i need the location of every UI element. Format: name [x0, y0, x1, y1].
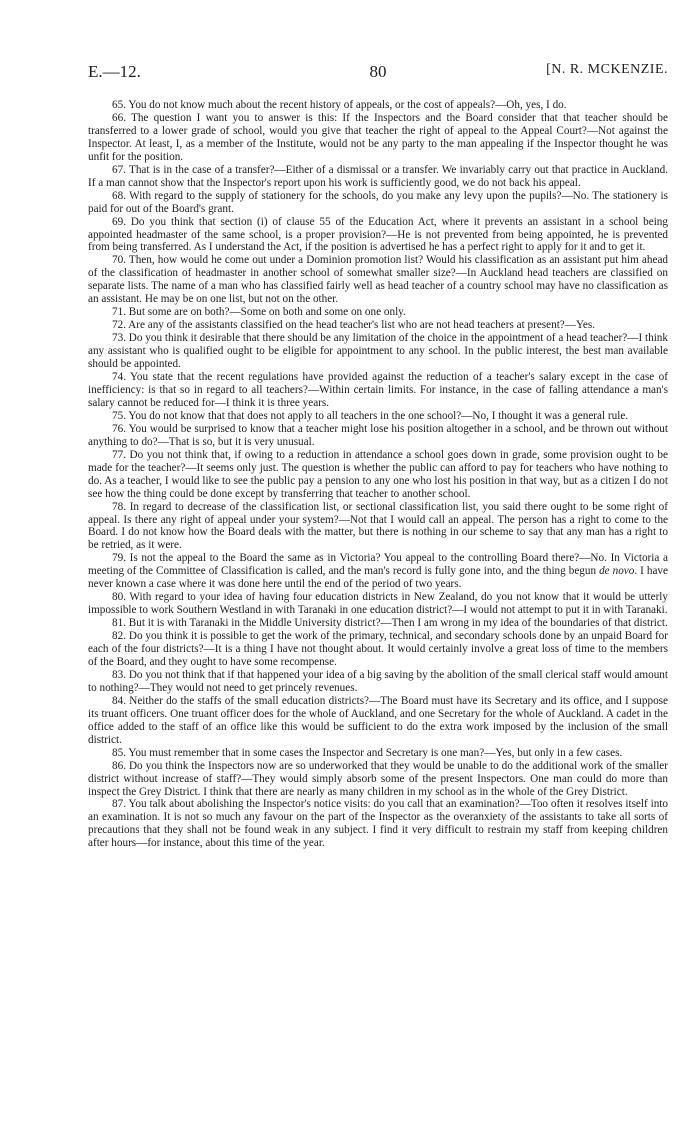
paragraph-79: 79. Is not the appeal to the Board the same as in Victoria? You appeal to the controlling Board there?—No. In Victoria a meeting of the Committee of Classification is called, and the man's record is fully gone into, and the thing begun de novo. I have never known a case where it was done here until the end of the period of two years. — [88, 552, 668, 591]
paragraph-82: 82. Do you think it is possible to get the work of the primary, technical, and secondary schools done by an unpaid Board for each of the four districts?—It is a thing I have not thought about. It would certainly involve a great loss of time to the members of the Board, and they ought to have some recompense. — [88, 630, 668, 668]
paragraph-81: 81. But it is with Taranaki in the Middle University district?—Then I am wrong in my idea of the boundaries of that district. — [112, 617, 668, 630]
paragraph-75: 75. You do not know that that does not apply to all teachers in the one school?—No, I thought it was a general rule. — [112, 409, 629, 422]
paragraph-71: 71. But some are on both?—Some on both and some on one only. — [112, 306, 406, 319]
witness-name: [N. R. MCKENZIE. — [546, 62, 668, 77]
paragraph-72: 72. Are any of the assistants classified on the head teacher's list who are not head teachers at present?—Yes. — [112, 319, 596, 332]
paragraph-78: 78. In regard to decrease of the classification list, or sectional classification list, you said there ought to be some right of appeal. Is there any right of appeal under your system?—Not that I would call an appeal. The person has a right to come to the Board. I do not know how the Board deals with the matter, but there is nothing in our scheme to say that any man has a right to be retried, as it were. — [88, 500, 668, 552]
paragraph-65: 65. You do not know much about the recent history of appeals, or the cost of appeals?—Oh, yes, I do. — [112, 99, 567, 111]
paragraph-84: 84. Neither do the staffs of the small education districts?—The Board must have its Secretary and its office, and I suppose its truant officers. One truant officer does for the whole of Auckland, and one Secretary for the whole of Auckland. A cadet in the office added to the staff of an office like this would be sufficient to do the extra work imposed by the inclusion of the small district. — [88, 694, 668, 746]
paragraph-76: 76. You would be surprised to know that a teacher might lose his position altogether in a school, and be thrown out without anything to do?—That is so, but it is very unusual. — [88, 422, 668, 448]
paragraph-85: 85. You must remember that in some cases the Inspector and Secretary is one man?—Yes, but only in a few cases. — [112, 746, 623, 759]
paragraph-83: 83. Do you not think that if that happened your idea of a big saving by the abolition of the small clerical staff would amount to nothing?—They would not need to get princely revenues. — [88, 668, 668, 694]
paragraph-73: 73. Do you think it desirable that there should be any limitation of the choice in the appointment of a head teacher?—I think any assistant who is qualified ought to be eligible for appointment to any school. In the public interest, the best man available should be appointed. — [88, 332, 668, 371]
paragraph-86: 86. Do you think the Inspectors now are so underworked that they would be unable to do the additional work of the smaller district without increase of staff?—They would simply absorb some of the present Inspectors. One man could do more than inspect the Grey District. I think that there are nearly as many children in my school as in the whole of the Grey District. — [88, 759, 668, 798]
paragraph-66: 66. The question I want you to answer is this: If the Inspectors and the Board consider that that teacher should be transferred to a lower grade of school, would you give that teacher the right of appeal to the Appeal Court?—Not against the Inspector. At least, I, as a member of the Institute, would not be any party to the man appealing if the Inspector thought he was unfit for the position. — [88, 111, 668, 163]
page-header — [88, 62, 668, 84]
paragraph-67: 67. That is in the case of a transfer?—Either of a dismissal or a transfer. We invariably carry out that practice in Auckland. If a man cannot show that the Inspector's report upon his work is sufficiently good, we do not back his appeal. — [88, 163, 668, 189]
paragraph-74: 74. You state that the recent regulations have provided against the reduction of a teacher's salary except in the case of inefficiency: is that so in regard to all teachers?—Within certain limits. For instance, in the case of falling attendance a man's salary cannot be reduced for—I think it is three years. — [88, 371, 668, 409]
paragraph-69: 69. Do you think that section (i) of clause 55 of the Education Act, where it prevents an assistant in a school being appointed headmaster of the same school, is a proper provision?—He is not prevented from being appointed, he is prevented from being transferred. As I understand the Act, if the position is advertised he has a perfect right to apply for it and to get it. — [88, 215, 668, 254]
paragraph-80: 80. With regard to your idea of having four education districts in New Zealand, do you not know that it would be utterly impossible to work Southern Westland in with Taranaki in one education district?—I would not attempt to put it in with Taranaki. — [88, 591, 668, 617]
paragraph-70: 70. Then, how would he come out under a Dominion promotion list? Would his classification as an assistant put him ahead of the classification of headmaster in another school of somewhat smaller size?—In Auckland head teachers are classified on separate lists. The name of a man who has classified fairly well as head teacher of a country school may have no classification as an assistant. He may be on one list, but not on the other. — [88, 254, 668, 306]
report-code: E.—12. — [88, 62, 141, 81]
paragraph-87: 87. You talk about abolishing the Inspector's notice visits: do you call that an examination?—Too often it resolves itself into an examination. It is not so much any favour on the part of the Inspector as the overanxiety of the assistants to take all sorts of precautions that they shall not be found weak in any subject. I find it very difficult to restrain my staff from keeping children after hours—for instance, about this time of the year. — [88, 798, 668, 850]
latin-phrase: de novo — [599, 565, 635, 578]
paragraph-77: 77. Do you not think that, if owing to a reduction in attendance a school goes down in grade, some provision ought to be made for the teacher?—It seems only just. The question is whether the public can afford to pay for teachers who have nothing to do. As a teacher, I would like to see the public pay a pension to any one who lost his position in that way, but as a citizen I do not see how the thing could be done except by transferring that teacher to another school. — [88, 448, 668, 500]
page-number: 80 — [369, 62, 387, 81]
paragraph-68: 68. With regard to the supply of stationery for the schools, do you make any levy upon the pupils?—No. The stationery is paid for out of the Board's grant. — [88, 189, 668, 215]
page-body — [88, 99, 668, 850]
